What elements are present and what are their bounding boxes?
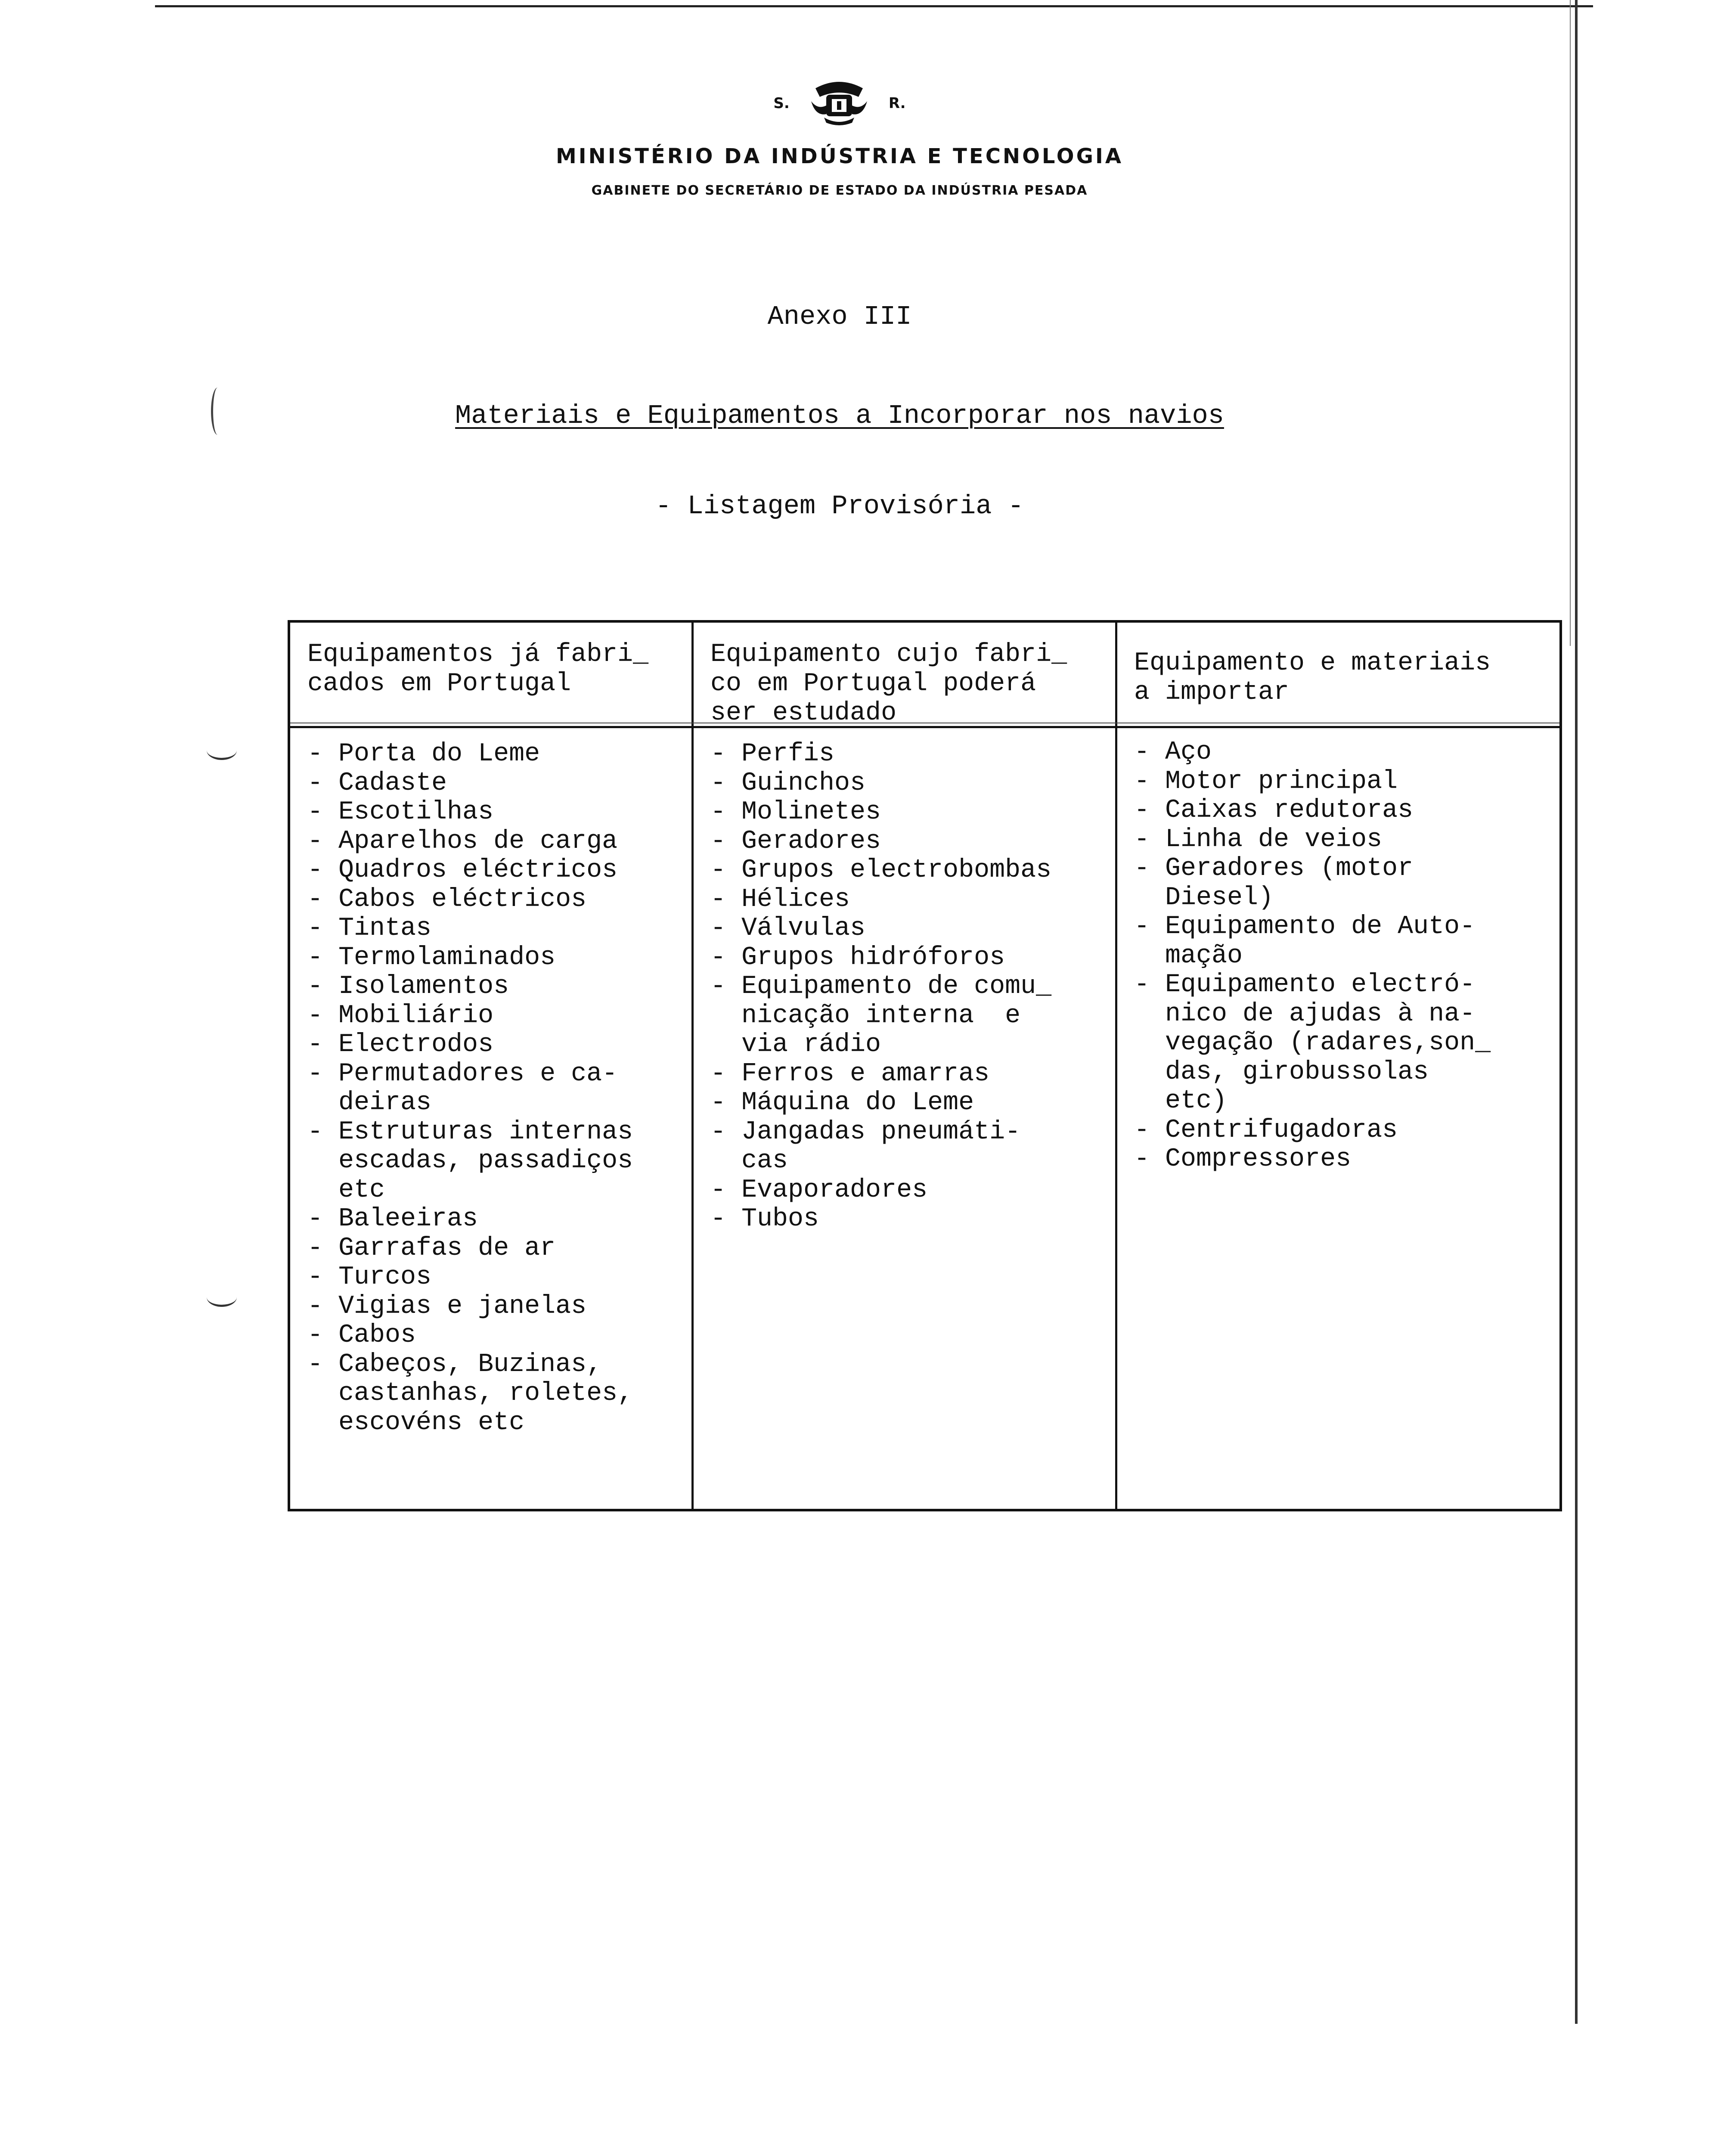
column-could-be-made [710, 740, 1051, 1234]
list-item: - Porta do Leme [307, 739, 540, 769]
list-item: - Ferros e amarras [710, 1059, 990, 1089]
ministry-name: MINISTÉRIO DA INDÚSTRIA E TECNOLOGIA [556, 144, 1123, 168]
letterhead-emblem-row [0, 78, 1679, 129]
list-item: - Molinetes [710, 797, 881, 827]
list-item: - Tubos [710, 1204, 819, 1234]
coat-of-arms-icon [807, 80, 871, 127]
list-item: - Permutadores e ca- [307, 1059, 618, 1089]
list-item: - Cabos [307, 1321, 416, 1350]
list-item: - Caixas redutoras [1134, 796, 1414, 825]
list-item: - Guinchos [710, 768, 866, 798]
list-item: - Motor principal [1134, 766, 1398, 796]
list-item: - Isolamentos [307, 972, 509, 1001]
header-cell-could-be-made: Equipamento cujo fabri_ co em Portugal poderá ser estudado [710, 640, 1067, 728]
list-item: mação [1134, 941, 1243, 971]
list-item: - Cadaste [307, 768, 447, 798]
list-item: - Centrifugadoras [1134, 1115, 1398, 1145]
punch-hole-mark-bottom [207, 1287, 237, 1307]
list-item: Diesel) [1134, 883, 1274, 912]
list-item: - Grupos hidróforos [710, 943, 1005, 972]
column-divider-2 [1115, 623, 1117, 1509]
emblem-left-letter: S. [773, 95, 790, 112]
list-item: - Garrafas de ar [307, 1233, 556, 1263]
list-item: - Cabos eléctricos [307, 884, 587, 914]
list-item: - Equipamento de comu_ [710, 972, 1052, 1001]
list-item: - Grupos electrobombas [710, 856, 1052, 885]
list-item: - Geradores [710, 826, 881, 856]
listing-subtitle: - Listagem Provisória - [655, 491, 1024, 521]
list-item: - Hélices [710, 884, 850, 914]
subject-text: Materiais e Equipamentos a Incorporar nos navios [455, 400, 1224, 431]
list-item: - Estruturas internas [307, 1117, 633, 1147]
list-item: nicação interna e [710, 1001, 1021, 1030]
list-item: - Vigias e janelas [307, 1291, 587, 1321]
list-item: escadas, passadiços [307, 1146, 633, 1176]
list-item: cas [710, 1146, 788, 1176]
list-item: - Quadros eléctricos [307, 856, 618, 885]
document-subject [0, 400, 1679, 431]
header-cell-made-in-portugal: Equipamentos já fabri_ cados em Portugal [307, 640, 649, 698]
column-made-in-portugal [307, 740, 633, 1437]
header-cell-to-import: Equipamento e materiais a importar [1134, 648, 1491, 707]
top-border-line [155, 5, 1593, 7]
list-item: - Turcos [307, 1263, 432, 1292]
emblem-right-letter: R. [888, 95, 906, 112]
list-item: castanhas, roletes, [307, 1379, 633, 1408]
list-item: escovéns etc [307, 1408, 525, 1437]
list-item: das, girobussolas [1134, 1057, 1429, 1087]
list-item: via rádio [710, 1030, 881, 1059]
list-item: - Equipamento de Auto- [1134, 912, 1476, 941]
column-to-import [1134, 738, 1491, 1174]
list-item: etc) [1134, 1086, 1228, 1116]
list-item: - Cabeços, Buzinas, [307, 1350, 602, 1379]
list-item: - Evaporadores [710, 1175, 928, 1205]
list-item: - Tintas [307, 914, 432, 943]
column-divider-1 [691, 623, 694, 1509]
list-item: - Aparelhos de carga [307, 826, 618, 856]
list-item: deiras [307, 1088, 432, 1117]
punch-hole-mark-top [207, 741, 237, 760]
list-item: - Compressores [1134, 1145, 1352, 1174]
list-item: etc [307, 1175, 385, 1205]
list-item: - Perfis [710, 739, 835, 769]
list-item: - Escotilhas [307, 797, 494, 827]
list-item: - Equipamento electró- [1134, 970, 1476, 999]
list-item: - Linha de veios [1134, 825, 1383, 854]
list-item: nico de ajudas à na- [1134, 999, 1476, 1029]
list-item: - Jangadas pneumáti- [710, 1117, 1021, 1147]
list-item: - Baleeiras [307, 1204, 478, 1234]
list-item: - Geradores (motor [1134, 854, 1414, 883]
annex-title: Anexo III [767, 301, 912, 332]
equipment-table [288, 620, 1562, 1511]
list-item: - Electrodos [307, 1030, 494, 1059]
list-item: - Aço [1134, 738, 1212, 767]
list-item: - Mobiliário [307, 1001, 494, 1030]
cabinet-name: GABINETE DO SECRETÁRIO DE ESTADO DA INDÚSTRIA PESADA [591, 183, 1088, 198]
list-item: - Máquina do Leme [710, 1088, 974, 1117]
list-item: vegação (radares,son_ [1134, 1028, 1491, 1058]
list-item: - Termolaminados [307, 943, 556, 972]
list-item: - Válvulas [710, 914, 866, 943]
